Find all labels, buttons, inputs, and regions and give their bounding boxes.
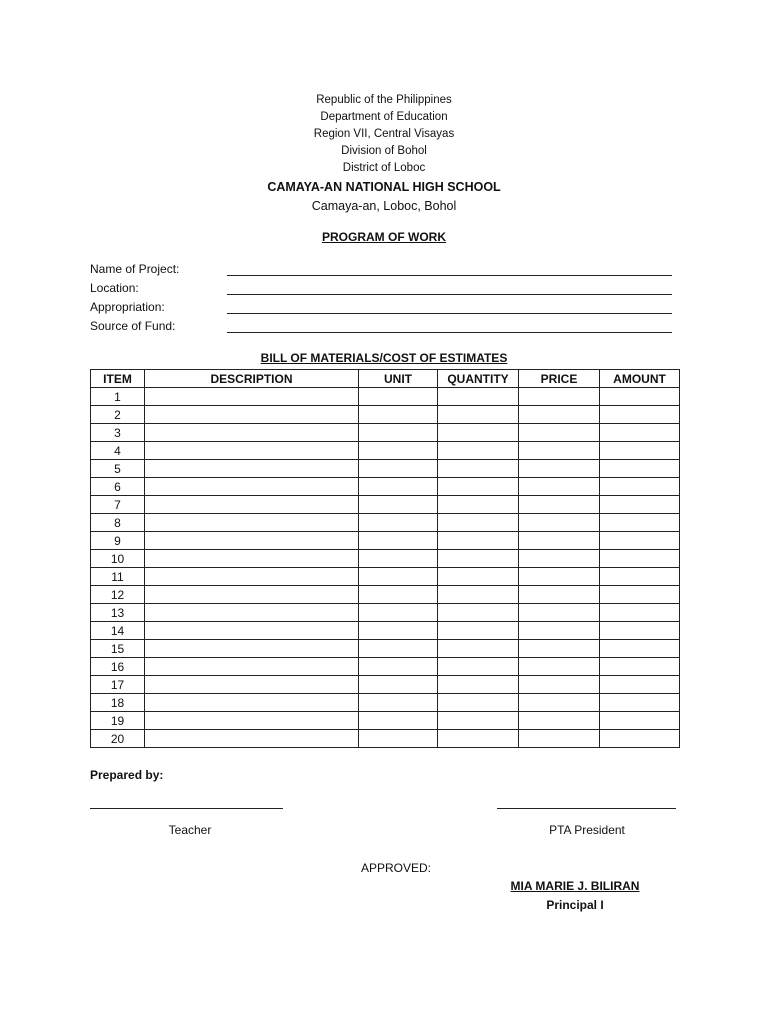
unit-cell: [359, 424, 438, 442]
item-number-cell: 4: [91, 442, 145, 460]
price-cell: [519, 460, 600, 478]
amount-cell: [600, 640, 680, 658]
unit-cell: [359, 640, 438, 658]
description-cell: [145, 424, 359, 442]
table-row: [91, 622, 680, 640]
description-cell: [145, 622, 359, 640]
description-cell: [145, 712, 359, 730]
amount-cell: [600, 550, 680, 568]
quantity-cell: [438, 496, 519, 514]
description-cell: [145, 496, 359, 514]
amount-cell: [600, 532, 680, 550]
quantity-cell: [438, 532, 519, 550]
field-label: Name of Project:: [90, 262, 180, 276]
column-header-item: ITEM: [91, 370, 145, 388]
amount-cell: [600, 658, 680, 676]
amount-cell: [600, 442, 680, 460]
price-cell: [519, 550, 600, 568]
amount-cell: [600, 460, 680, 478]
principal-name-text: MIA MARIE J. BILIRAN: [510, 879, 640, 893]
unit-cell: [359, 550, 438, 568]
unit-cell: [359, 478, 438, 496]
item-number-cell: 13: [91, 604, 145, 622]
item-number-cell: 12: [91, 586, 145, 604]
table-row: [91, 676, 680, 694]
description-cell: [145, 658, 359, 676]
price-cell: [519, 406, 600, 424]
description-cell: [145, 550, 359, 568]
column-header-quantity: QUANTITY: [438, 370, 519, 388]
quantity-cell: [438, 586, 519, 604]
price-cell: [519, 442, 600, 460]
item-number-cell: 1: [91, 388, 145, 406]
description-cell: [145, 676, 359, 694]
price-cell: [519, 568, 600, 586]
unit-cell: [359, 406, 438, 424]
table-row: [91, 730, 680, 748]
header-line: Division of Bohol: [341, 145, 427, 157]
description-cell: [145, 442, 359, 460]
item-number-cell: 10: [91, 550, 145, 568]
item-number-cell: 14: [91, 622, 145, 640]
price-cell: [519, 694, 600, 712]
quantity-cell: [438, 676, 519, 694]
item-number-cell: 11: [91, 568, 145, 586]
table-row: [91, 442, 680, 460]
letterhead: [0, 92, 768, 216]
field-source-of-fund: [90, 318, 675, 337]
item-number-cell: 3: [91, 424, 145, 442]
unit-cell: [359, 532, 438, 550]
header-line: District of Loboc: [342, 162, 426, 174]
table-row: [91, 586, 680, 604]
item-number-cell: 8: [91, 514, 145, 532]
description-cell: [145, 388, 359, 406]
unit-cell: [359, 604, 438, 622]
unit-cell: [359, 694, 438, 712]
unit-cell: [359, 658, 438, 676]
pta-signature-line: [497, 808, 676, 809]
quantity-cell: [438, 424, 519, 442]
field-label: Source of Fund:: [90, 319, 176, 333]
unit-cell: [359, 514, 438, 532]
quantity-cell: [438, 568, 519, 586]
item-number-cell: 19: [91, 712, 145, 730]
column-header-unit: UNIT: [359, 370, 438, 388]
quantity-cell: [438, 604, 519, 622]
amount-cell: [600, 712, 680, 730]
approved-label: APPROVED:: [361, 861, 432, 875]
field-label: Appropriation:: [90, 300, 165, 314]
amount-cell: [600, 478, 680, 496]
item-number-cell: 16: [91, 658, 145, 676]
quantity-cell: [438, 460, 519, 478]
description-cell: [145, 640, 359, 658]
price-cell: [519, 388, 600, 406]
field-label: Location:: [90, 281, 139, 295]
item-number-cell: 15: [91, 640, 145, 658]
school-name: CAMAYA-AN NATIONAL HIGH SCHOOL: [267, 180, 501, 194]
price-cell: [519, 622, 600, 640]
amount-cell: [600, 424, 680, 442]
column-header-description: DESCRIPTION: [145, 370, 359, 388]
amount-cell: [600, 496, 680, 514]
prepared-by-label: Prepared by:: [90, 768, 164, 782]
blank-line: [227, 294, 672, 295]
table-row: [91, 406, 680, 424]
amount-cell: [600, 604, 680, 622]
description-cell: [145, 460, 359, 478]
table-header-row: [91, 370, 680, 388]
column-header-amount: AMOUNT: [600, 370, 680, 388]
bill-of-materials-table: [90, 369, 680, 748]
quantity-cell: [438, 622, 519, 640]
item-number-cell: 7: [91, 496, 145, 514]
blank-line: [227, 332, 672, 333]
item-number-cell: 20: [91, 730, 145, 748]
amount-cell: [600, 514, 680, 532]
table-row: [91, 424, 680, 442]
project-fields: [90, 261, 675, 337]
description-cell: [145, 532, 359, 550]
quantity-cell: [438, 406, 519, 424]
amount-cell: [600, 694, 680, 712]
description-cell: [145, 478, 359, 496]
unit-cell: [359, 622, 438, 640]
unit-cell: [359, 460, 438, 478]
table-row: [91, 712, 680, 730]
header-line: Republic of the Philippines: [316, 94, 452, 106]
quantity-cell: [438, 640, 519, 658]
table-row: [91, 640, 680, 658]
table-row: [91, 514, 680, 532]
amount-cell: [600, 730, 680, 748]
blank-line: [227, 313, 672, 314]
table-row: [91, 460, 680, 478]
field-location: [90, 280, 675, 299]
price-cell: [519, 532, 600, 550]
quantity-cell: [438, 730, 519, 748]
description-cell: [145, 568, 359, 586]
unit-cell: [359, 388, 438, 406]
bom-title: BILL OF MATERIALS/COST OF ESTIMATES: [260, 351, 508, 365]
table-row: [91, 388, 680, 406]
table-row: [91, 550, 680, 568]
description-cell: [145, 406, 359, 424]
amount-cell: [600, 388, 680, 406]
amount-cell: [600, 586, 680, 604]
table-row: [91, 532, 680, 550]
unit-cell: [359, 676, 438, 694]
unit-cell: [359, 730, 438, 748]
principal-name: [495, 879, 655, 893]
amount-cell: [600, 406, 680, 424]
quantity-cell: [438, 514, 519, 532]
quantity-cell: [438, 442, 519, 460]
table-row: [91, 478, 680, 496]
price-cell: [519, 730, 600, 748]
price-cell: [519, 604, 600, 622]
item-number-cell: 17: [91, 676, 145, 694]
quantity-cell: [438, 694, 519, 712]
unit-cell: [359, 568, 438, 586]
item-number-cell: 6: [91, 478, 145, 496]
table-row: [91, 568, 680, 586]
school-address: Camaya-an, Loboc, Bohol: [311, 199, 457, 213]
price-cell: [519, 676, 600, 694]
item-number-cell: 9: [91, 532, 145, 550]
table-row: [91, 658, 680, 676]
quantity-cell: [438, 388, 519, 406]
price-cell: [519, 496, 600, 514]
teacher-caption: Teacher: [168, 823, 212, 837]
price-cell: [519, 478, 600, 496]
header-line: Region VII, Central Visayas: [313, 128, 455, 140]
item-number-cell: 5: [91, 460, 145, 478]
pta-caption: PTA President: [549, 823, 625, 837]
quantity-cell: [438, 550, 519, 568]
description-cell: [145, 586, 359, 604]
principal-title: Principal I: [546, 898, 604, 912]
header-line: Department of Education: [320, 111, 448, 123]
description-cell: [145, 514, 359, 532]
quantity-cell: [438, 658, 519, 676]
description-cell: [145, 730, 359, 748]
description-cell: [145, 694, 359, 712]
amount-cell: [600, 622, 680, 640]
unit-cell: [359, 712, 438, 730]
column-header-price: PRICE: [519, 370, 600, 388]
document-title: PROGRAM OF WORK: [322, 230, 446, 244]
table-body: [91, 388, 680, 748]
amount-cell: [600, 676, 680, 694]
field-appropriation: [90, 299, 675, 318]
price-cell: [519, 586, 600, 604]
item-number-cell: 18: [91, 694, 145, 712]
unit-cell: [359, 496, 438, 514]
price-cell: [519, 640, 600, 658]
price-cell: [519, 424, 600, 442]
unit-cell: [359, 442, 438, 460]
quantity-cell: [438, 712, 519, 730]
field-name-of-project: [90, 261, 675, 280]
price-cell: [519, 658, 600, 676]
amount-cell: [600, 568, 680, 586]
blank-line: [227, 275, 672, 276]
price-cell: [519, 514, 600, 532]
description-cell: [145, 604, 359, 622]
quantity-cell: [438, 478, 519, 496]
teacher-signature-line: [90, 808, 283, 809]
item-number-cell: 2: [91, 406, 145, 424]
unit-cell: [359, 586, 438, 604]
price-cell: [519, 712, 600, 730]
table-row: [91, 604, 680, 622]
table-row: [91, 694, 680, 712]
table-row: [91, 496, 680, 514]
